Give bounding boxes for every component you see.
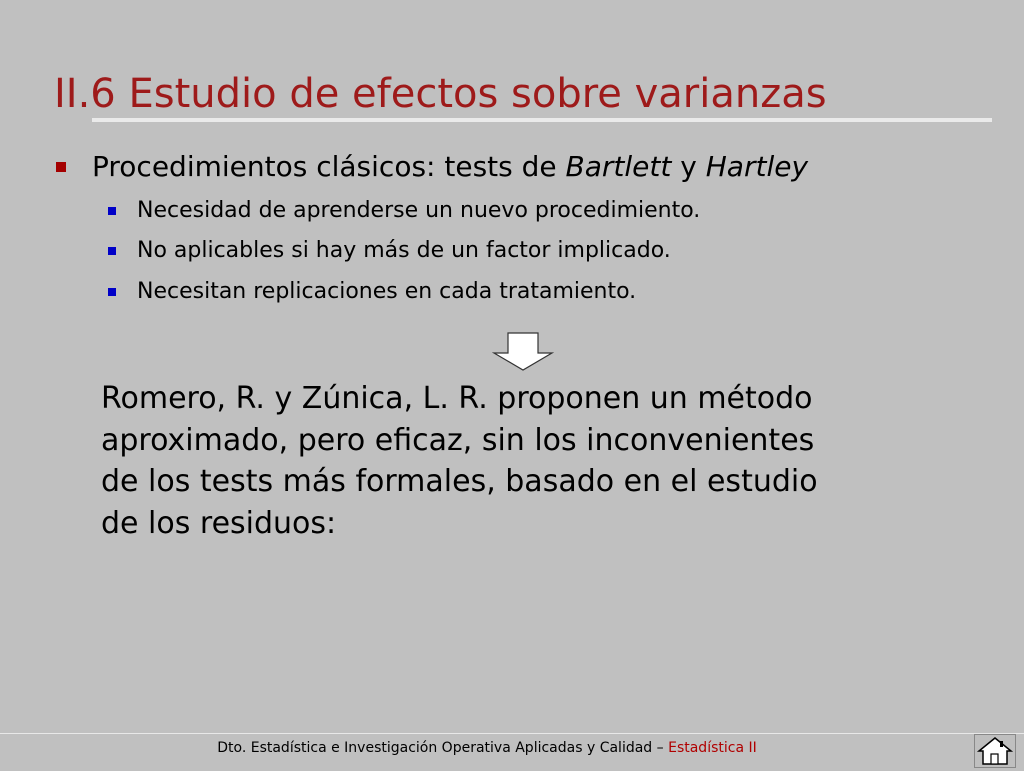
paragraph-line: de los residuos: bbox=[101, 505, 337, 541]
bullet-square-icon bbox=[56, 162, 66, 172]
subbullet-text: Necesidad de aprenderse un nuevo procedimiento. bbox=[137, 198, 701, 223]
subbullet-text: Necesitan replicaciones en cada tratamiento. bbox=[137, 279, 637, 304]
subbullet-square-icon bbox=[108, 207, 116, 215]
conclusion-paragraph bbox=[101, 378, 961, 544]
title-underline bbox=[92, 118, 992, 122]
subbullet-square-icon bbox=[108, 247, 116, 255]
subbullet-text: No aplicables si hay más de un factor implicado. bbox=[137, 238, 671, 263]
paragraph-line: de los tests más formales, basado en el estudio bbox=[101, 464, 818, 499]
home-button[interactable] bbox=[974, 734, 1016, 768]
footer-department: Dto. Estadística e Investigación Operativa Aplicadas y Calidad – bbox=[217, 740, 669, 756]
down-arrow-icon bbox=[492, 332, 554, 372]
bullet-conjunction: y bbox=[671, 150, 706, 183]
bullet-text: Procedimientos clásicos: tests de bbox=[92, 150, 566, 183]
subbullet-square-icon bbox=[108, 288, 116, 296]
footer-course: Estadística II bbox=[668, 740, 757, 756]
paragraph-line: Romero, R. y Zúnica, L. R. proponen un método bbox=[101, 381, 813, 416]
home-icon bbox=[975, 735, 1015, 767]
paragraph-line: aproximado, pero eficaz, sin los inconvenientes bbox=[101, 422, 815, 458]
bartlett-name: Bartlett bbox=[565, 150, 672, 183]
hartley-name: Hartley bbox=[705, 150, 809, 183]
footer-divider bbox=[0, 733, 1024, 734]
footer bbox=[0, 740, 974, 756]
slide-title: II.6 Estudio de efectos sobre varianzas bbox=[54, 71, 827, 117]
